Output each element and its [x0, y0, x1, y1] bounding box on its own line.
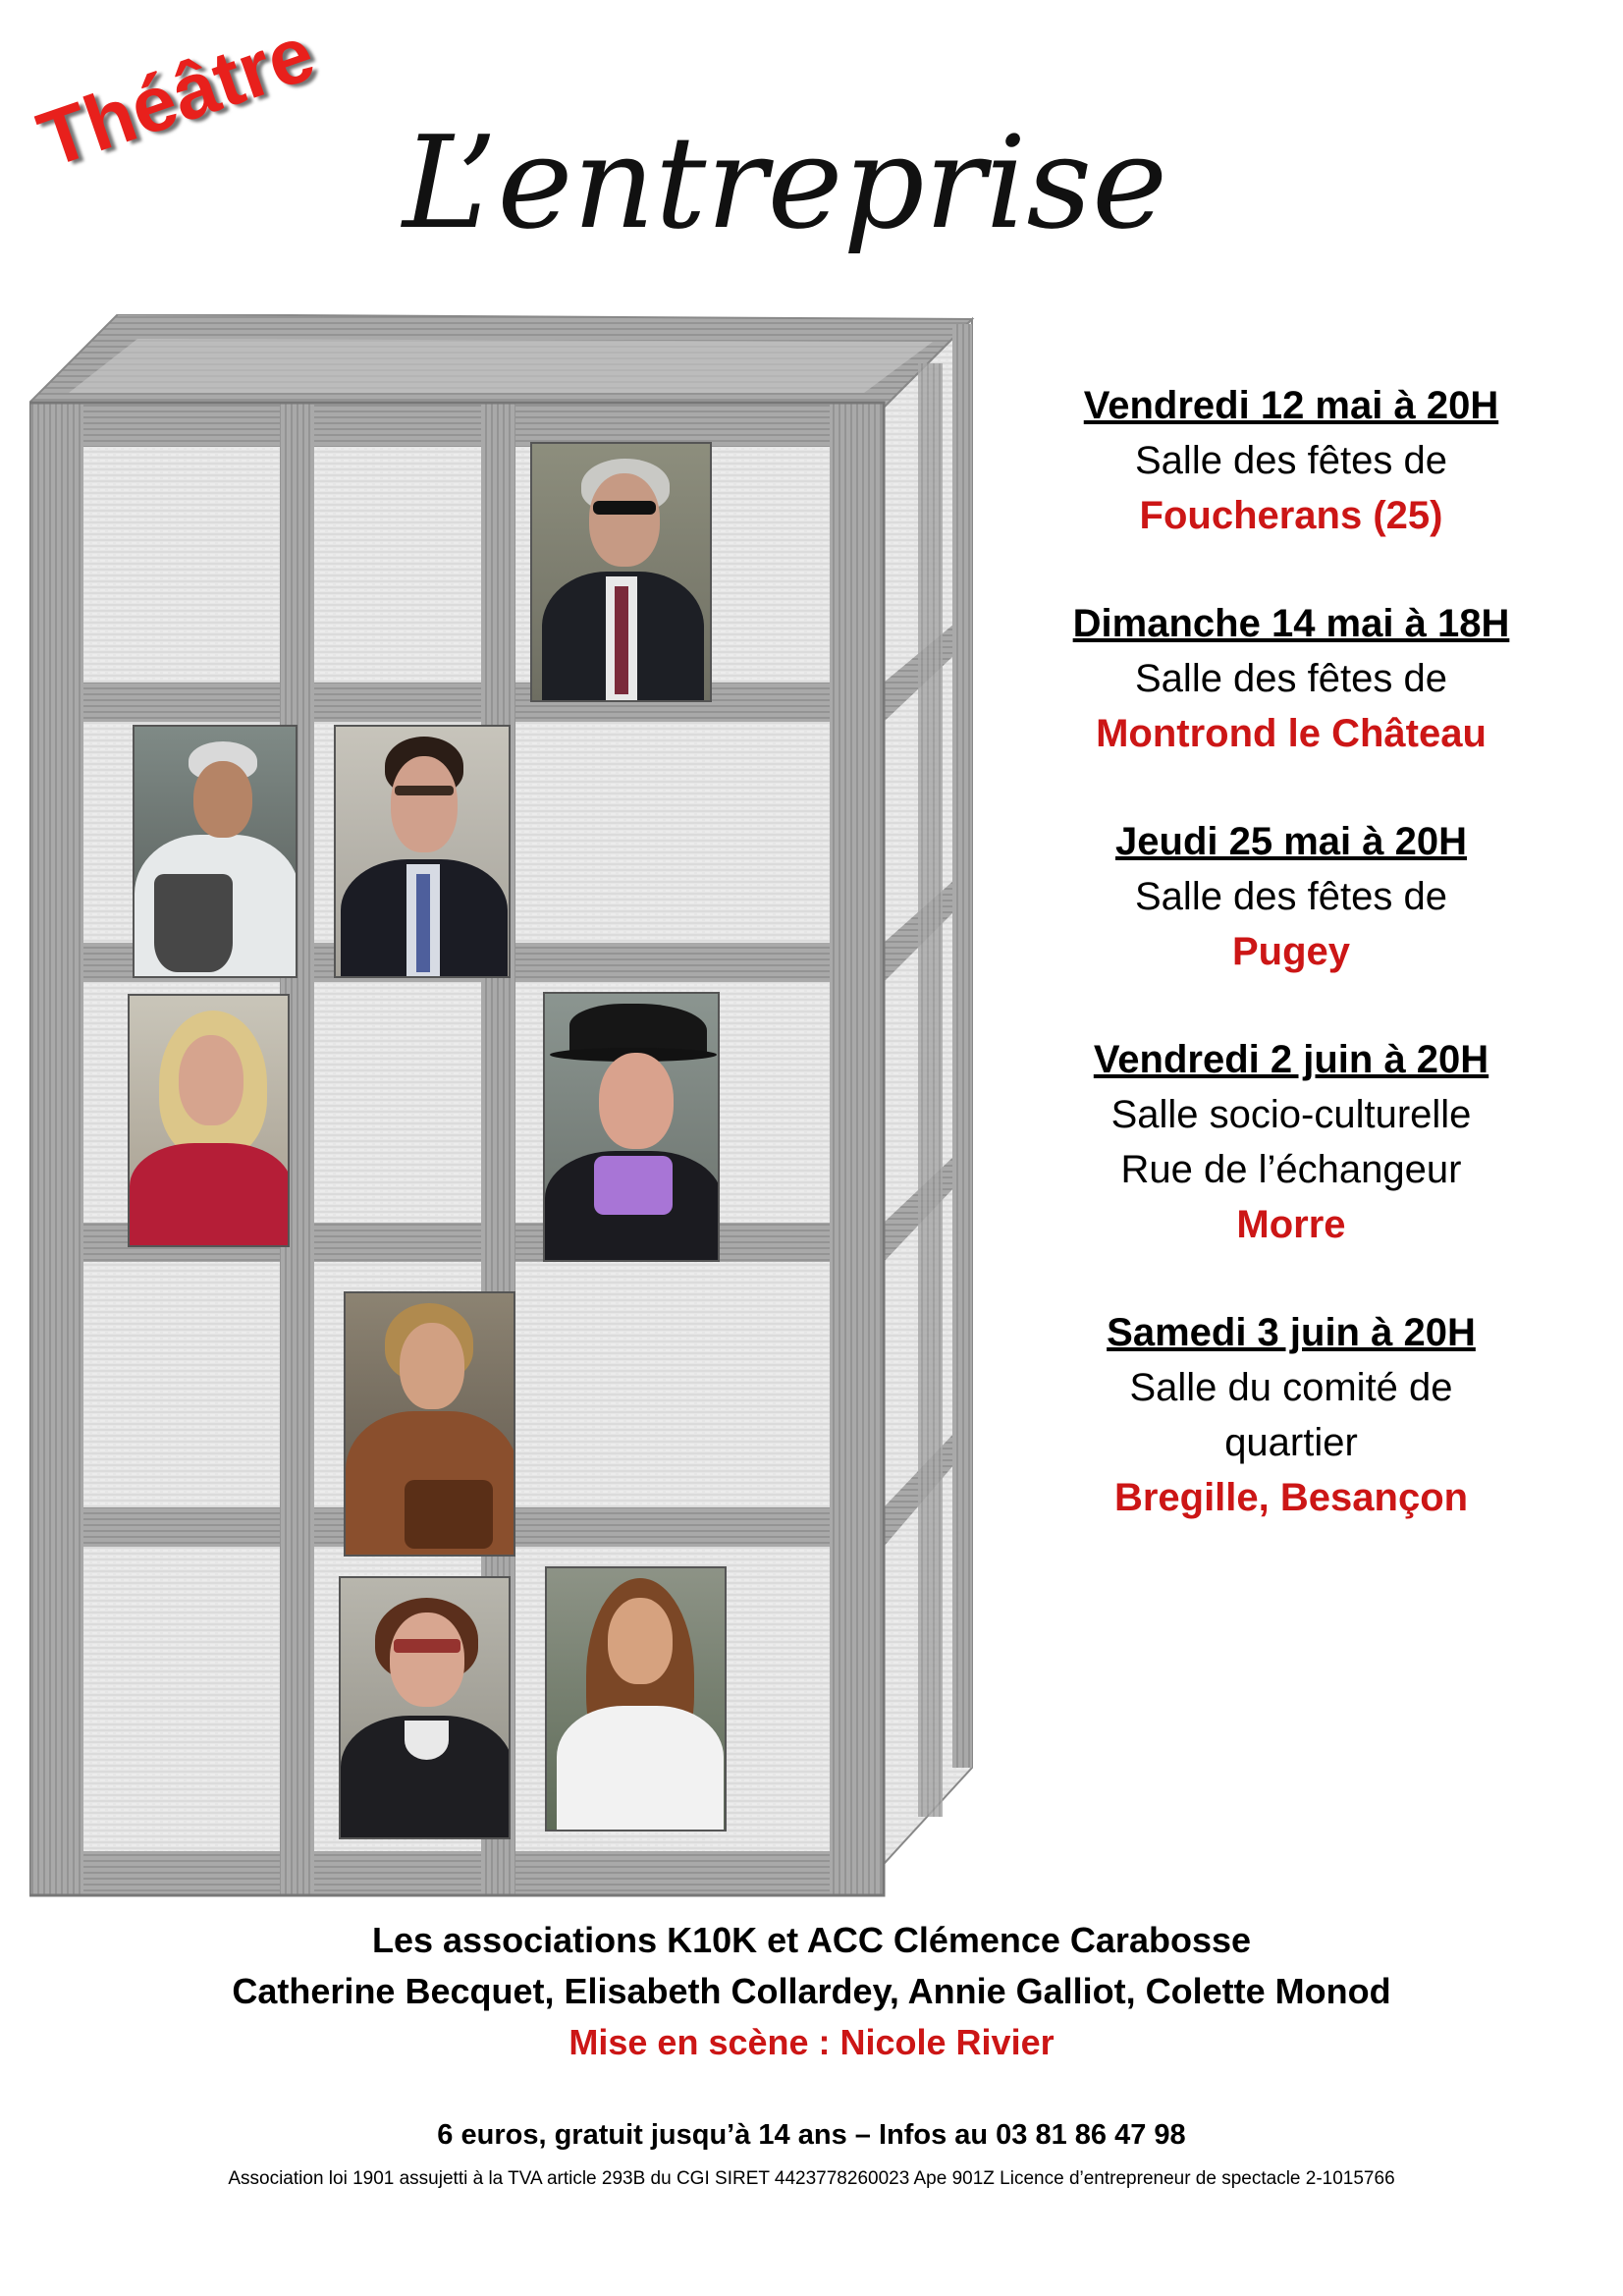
actor-photo [339, 1576, 511, 1839]
event-place: Foucherans (25) [1139, 494, 1443, 537]
event-date: Dimanche 14 mai à 18H [1072, 602, 1510, 645]
cast-line: Catherine Becquet, Elisabeth Collardey, Annie Galliot, Colette Monod [232, 1971, 1391, 2011]
event-place: Pugey [1231, 930, 1351, 973]
event-date: Vendredi 2 juin à 20H [1093, 1038, 1489, 1081]
actor-photo [543, 992, 720, 1262]
actor-photo [128, 994, 290, 1247]
event-place: Bregille, Besançon [1113, 1476, 1469, 1519]
event-date: Samedi 3 juin à 20H [1107, 1311, 1476, 1354]
actor-photo [344, 1291, 515, 1557]
actor-photo [133, 725, 298, 978]
actor-photo [334, 725, 511, 978]
actor-photo [545, 1566, 727, 1831]
event-date: Jeudi 25 mai à 20H [1115, 820, 1467, 863]
event-date: Vendredi 12 mai à 20H [1083, 384, 1499, 427]
associations-line: Les associations K10K et ACC Clémence Carabosse [371, 1920, 1252, 1960]
event-venue: Salle du comité de quartier [1129, 1366, 1453, 1464]
event-item [1011, 1032, 1571, 1252]
credits-block [0, 1915, 1623, 2068]
poster-title: L’entreprise [403, 108, 1168, 257]
director-line: Mise en scène : Nicole Rivier [568, 2022, 1055, 2062]
actor-photo [530, 442, 712, 702]
genre-label: Théâtre [27, 8, 325, 185]
event-place: Montrond le Château [1096, 712, 1487, 755]
price-info: 6 euros, gratuit jusqu’à 14 ans – Infos au 03 81 86 47 98 [437, 2119, 1186, 2151]
schedule-list [1011, 378, 1571, 1578]
event-venue: Salle des fêtes de [1135, 875, 1447, 918]
event-venue: Salle des fêtes de [1135, 439, 1447, 482]
building-illustration [29, 314, 982, 1900]
event-venue: Salle des fêtes de [1135, 657, 1447, 700]
event-item [1011, 596, 1571, 761]
event-item [1011, 814, 1571, 979]
event-item [1011, 378, 1571, 543]
legal-notice: Association loi 1901 assujetti à la TVA article 293B du CGI SIRET 4423778260023 Ape 901Z Licence d’entrepreneur de spectacle 2-1015766 [228, 2168, 1395, 2189]
event-venue: Salle socio-culturelle Rue de l’échangeur [1110, 1093, 1472, 1191]
event-place: Morre [1236, 1203, 1346, 1246]
event-item [1011, 1305, 1571, 1525]
